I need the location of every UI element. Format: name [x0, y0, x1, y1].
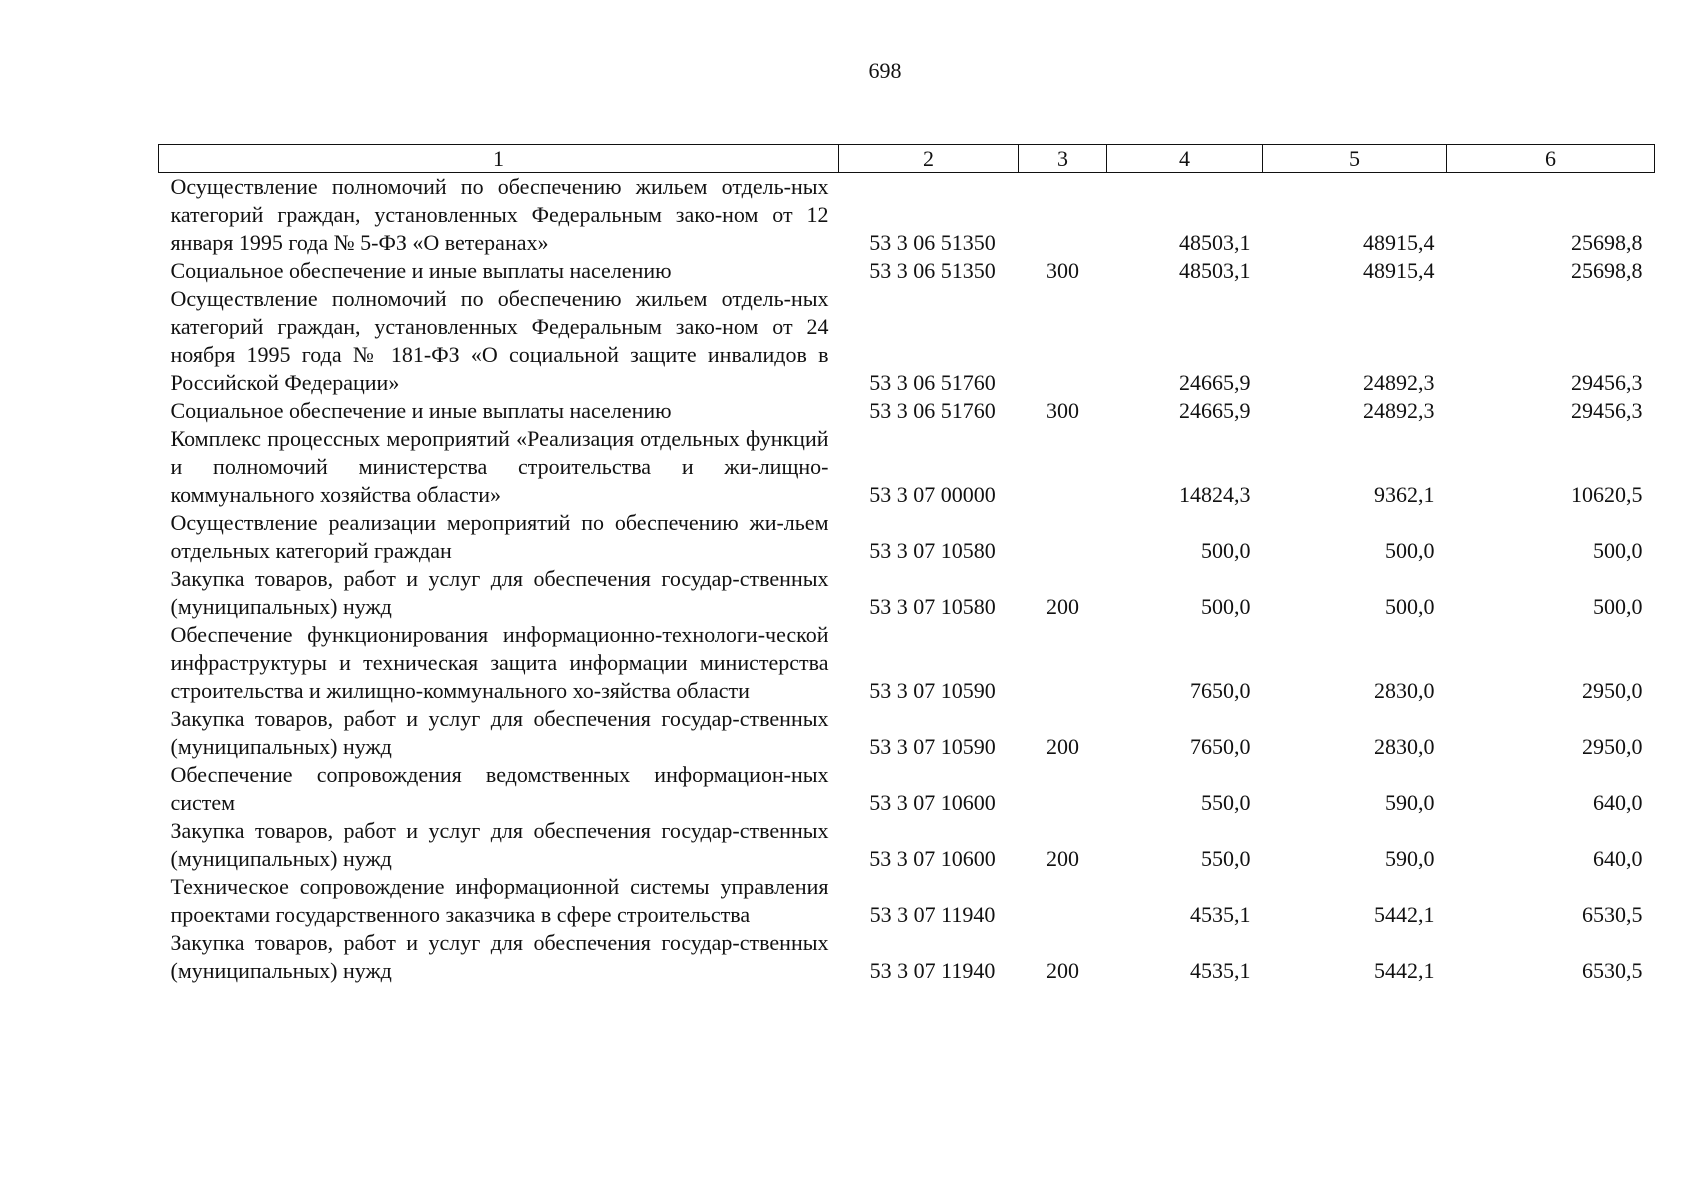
row-value-col6: 6530,5: [1582, 958, 1643, 983]
table-header: [159, 145, 1655, 173]
table-row: [159, 873, 1655, 929]
row-value-col4: 48503,1: [1179, 230, 1251, 255]
row-name: Осуществление реализации мероприятий по обеспечению жи-льем отдельных категорий граждан: [170, 510, 829, 563]
row-value-col6: 500,0: [1593, 538, 1643, 563]
row-expense-type: [1019, 285, 1107, 397]
row-expense-type: 200: [1046, 958, 1079, 983]
column-header: 2: [839, 145, 1019, 173]
row-code: 53 3 06 51350: [869, 258, 996, 283]
table-row: [159, 173, 1655, 258]
row-value-col4: 7650,0: [1190, 734, 1251, 759]
row-value-col5: 500,0: [1385, 538, 1435, 563]
row-value-col6: 2950,0: [1582, 734, 1643, 759]
row-value-col4: 7650,0: [1190, 678, 1251, 703]
row-value-col4: 48503,1: [1179, 258, 1251, 283]
row-code: 53 3 06 51350: [869, 230, 996, 255]
row-value-col5: 590,0: [1385, 790, 1435, 815]
row-expense-type: [1019, 621, 1107, 705]
column-header: 3: [1019, 145, 1107, 173]
row-value-col4: 4535,1: [1190, 902, 1251, 927]
row-value-col4: 500,0: [1201, 594, 1251, 619]
row-expense-type: [1019, 173, 1107, 258]
row-expense-type: [1019, 761, 1107, 817]
table-row: [159, 425, 1655, 509]
row-expense-type: 300: [1046, 398, 1079, 423]
row-value-col5: 5442,1: [1374, 958, 1435, 983]
table-row: [159, 929, 1655, 985]
row-value-col6: 500,0: [1593, 594, 1643, 619]
row-value-col5: 2830,0: [1374, 734, 1435, 759]
row-value-col4: 4535,1: [1190, 958, 1251, 983]
budget-table: [158, 144, 1655, 985]
column-header: 4: [1107, 145, 1263, 173]
row-value-col6: 640,0: [1593, 846, 1643, 871]
table-row: [159, 285, 1655, 397]
row-code: 53 3 07 10580: [869, 538, 996, 563]
table-body: [159, 173, 1655, 986]
row-value-col4: 550,0: [1201, 846, 1251, 871]
row-expense-type: 200: [1046, 734, 1079, 759]
row-code: 53 3 07 10580: [869, 594, 996, 619]
row-value-col5: 5442,1: [1374, 902, 1435, 927]
row-value-col4: 14824,3: [1179, 482, 1251, 507]
table-row: [159, 257, 1655, 285]
row-name: Комплекс процессных мероприятий «Реализация отдельных функций и полномочий министерства строительства и жи-лищно-коммунального хозяйства области»: [170, 426, 829, 507]
table-row: [159, 565, 1655, 621]
row-name: Осуществление полномочий по обеспечению жильем отдель-ных категорий граждан, установленных Федеральным зако-ном от 12 января 1995 года № 5-ФЗ «О ветеранах»: [170, 174, 829, 255]
row-name: Обеспечение сопровождения ведомственных информацион-ных систем: [170, 762, 829, 815]
row-value-col5: 48915,4: [1363, 258, 1435, 283]
row-value-col4: 24665,9: [1179, 370, 1251, 395]
row-value-col6: 29456,3: [1571, 370, 1643, 395]
table-row: [159, 621, 1655, 705]
page-number: 698: [868, 58, 902, 83]
table-row: [159, 705, 1655, 761]
row-name: Закупка товаров, работ и услуг для обеспечения государ-ственных (муниципальных) нужд: [170, 930, 829, 983]
row-name: Осуществление полномочий по обеспечению жильем отдель-ных категорий граждан, установленных Федеральным зако-ном от 24 ноября 1995 года № 181-ФЗ «О социальной защите инвалидов в Российской Федерации»: [170, 286, 829, 395]
row-value-col5: 590,0: [1385, 846, 1435, 871]
row-value-col6: 6530,5: [1582, 902, 1643, 927]
column-header: 5: [1263, 145, 1447, 173]
row-name: Обеспечение функционирования информационно-технологи-ческой инфраструктуры и техническая защита информации министерства строительства и жилищно-коммунального хо-зяйства области: [170, 622, 829, 703]
row-value-col5: 500,0: [1385, 594, 1435, 619]
row-value-col6: 29456,3: [1571, 398, 1643, 423]
row-expense-type: [1019, 873, 1107, 929]
row-name: Закупка товаров, работ и услуг для обеспечения государ-ственных (муниципальных) нужд: [170, 818, 829, 871]
row-name: Закупка товаров, работ и услуг для обеспечения государ-ственных (муниципальных) нужд: [170, 566, 829, 619]
row-code: 53 3 06 51760: [869, 398, 996, 423]
row-name: Закупка товаров, работ и услуг для обеспечения государ-ственных (муниципальных) нужд: [170, 706, 829, 759]
row-code: 53 3 07 11940: [869, 958, 996, 983]
row-value-col5: 24892,3: [1363, 398, 1435, 423]
table-row: [159, 817, 1655, 873]
row-code: 53 3 07 10600: [869, 846, 996, 871]
row-value-col5: 2830,0: [1374, 678, 1435, 703]
row-expense-type: 200: [1046, 594, 1079, 619]
row-value-col6: 10620,5: [1571, 482, 1643, 507]
row-code: 53 3 07 10590: [869, 678, 996, 703]
row-value-col4: 500,0: [1201, 538, 1251, 563]
row-value-col6: 640,0: [1593, 790, 1643, 815]
row-name: Социальное обеспечение и иные выплаты населению: [170, 258, 672, 283]
row-code: 53 3 07 00000: [869, 482, 996, 507]
row-code: 53 3 06 51760: [869, 370, 996, 395]
row-value-col5: 24892,3: [1363, 370, 1435, 395]
table-row: [159, 509, 1655, 565]
row-value-col5: 9362,1: [1374, 482, 1435, 507]
row-value-col6: 25698,8: [1571, 258, 1643, 283]
row-name: Социальное обеспечение и иные выплаты населению: [170, 398, 672, 423]
row-value-col5: 48915,4: [1363, 230, 1435, 255]
row-expense-type: [1019, 425, 1107, 509]
row-value-col6: 2950,0: [1582, 678, 1643, 703]
column-header: 1: [159, 145, 839, 173]
header-row: [159, 145, 1655, 173]
table-row: [159, 761, 1655, 817]
row-value-col6: 25698,8: [1571, 230, 1643, 255]
row-expense-type: 200: [1046, 846, 1079, 871]
row-value-col4: 24665,9: [1179, 398, 1251, 423]
table-row: [159, 397, 1655, 425]
row-value-col4: 550,0: [1201, 790, 1251, 815]
row-code: 53 3 07 10590: [869, 734, 996, 759]
row-expense-type: 300: [1046, 258, 1079, 283]
column-header: 6: [1447, 145, 1655, 173]
row-code: 53 3 07 10600: [869, 790, 996, 815]
row-code: 53 3 07 11940: [869, 902, 996, 927]
row-name: Техническое сопровождение информационной системы управления проектами государственного заказчика в сфере строительства: [170, 874, 829, 927]
row-expense-type: [1019, 509, 1107, 565]
